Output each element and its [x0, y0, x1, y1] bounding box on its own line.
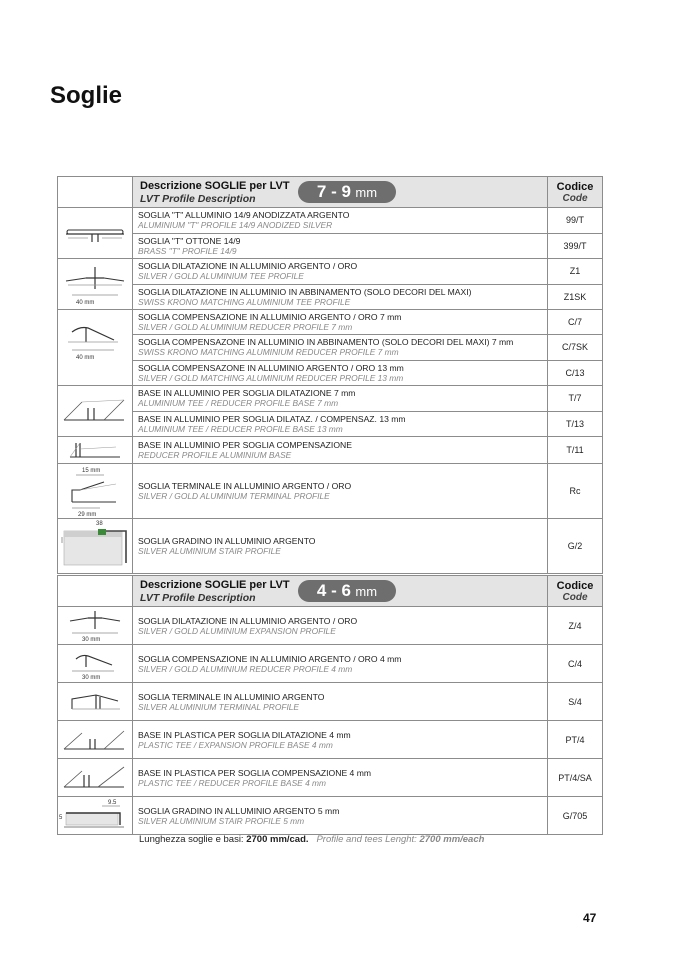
table-row: 40 mm SOGLIA COMPENSAZIONE IN ALLUMINIO ARGENTO / ORO 7 mm SILVER / GOLD ALUMINIUM REDUCER PROFILE 7 mm C/7 — [58, 310, 603, 335]
thickness-range-value: 4 - 6 — [316, 581, 351, 600]
reducer-profile-4mm-illustration — [58, 645, 133, 683]
header-description-it: Descrizione SOGLIE per LVT — [140, 180, 290, 192]
product-code: Rc — [548, 464, 603, 519]
product-code: T/7 — [548, 386, 603, 412]
product-code: C/4 — [548, 645, 603, 683]
base-profile-illustration — [58, 386, 133, 437]
table-row: BASE IN PLASTICA PER SOGLIA COMPENSAZIONE 4 mm PLASTIC TEE / REDUCER PROFILE BASE 4 mm PT/4/SA — [58, 759, 603, 797]
table-row: BASE IN PLASTICA PER SOGLIA DILATAZIONE 4 mm PLASTIC TEE / EXPANSION PROFILE BASE 4 mm PT/4 — [58, 721, 603, 759]
table-row: SOGLIA TERMINALE IN ALLUMINIO ARGENTO SILVER ALUMINIUM TERMINAL PROFILE S/4 — [58, 683, 603, 721]
table-row: BASE IN ALLUMINIO PER SOGLIA COMPENSAZIONE REDUCER PROFILE ALUMINIUM BASE T/11 — [58, 437, 603, 464]
reducer-profile-illustration — [58, 310, 133, 386]
table-row: 15 mm 29 mm SOGLIA TERMINALE IN ALLUMINIO ARGENTO / ORO SILVER / GOLD ALUMINIUM TERMINAL PROFILE Rc — [58, 464, 603, 519]
header-description-it: Descrizione SOGLIE per LVT — [140, 579, 290, 591]
product-code: T/13 — [548, 411, 603, 437]
table-row: BASE IN ALLUMINIO PER SOGLIA DILATAZ. / COMPENSAZ. 13 mm ALUMINIUM TEE / REDUCER PROFILE BASE 13 mm T/13 — [58, 411, 603, 437]
svg-text:40 mm: 40 mm — [76, 300, 95, 306]
product-code: S/4 — [548, 683, 603, 721]
thickness-range-unit: mm — [355, 185, 378, 200]
stair-profile-5mm-illustration — [58, 797, 133, 835]
length-note: Lunghezza soglie e basi: 2700 mm/cad. Profile and tees Lenght: 2700 mm/each — [139, 834, 485, 845]
thickness-range-badge — [298, 181, 396, 203]
table-row: 38 SOGLIA GRADINO IN ALLUMINIO ARGENTO SILVER ALUMINIUM STAIR PROFILE G/2 — [58, 519, 603, 574]
stair-profile-illustration — [58, 519, 133, 574]
svg-text:5: 5 — [59, 815, 63, 821]
product-code: C/13 — [548, 360, 603, 385]
svg-text:30 mm: 30 mm — [82, 637, 101, 643]
profiles-table-7-9mm — [57, 176, 603, 574]
table-row: 30 mm SOGLIA COMPENSAZIONE IN ALLUMINIO ARGENTO / ORO 4 mm SILVER / GOLD ALUMINIUM REDUCER PROFILE 4 mm C/4 — [58, 645, 603, 683]
t-profile-illustration — [58, 208, 133, 259]
table-header — [58, 177, 603, 208]
table-header — [58, 576, 603, 607]
product-code: 99/T — [548, 208, 603, 234]
header-code-en: Code — [562, 192, 588, 204]
terminal-profile-illustration — [58, 464, 133, 519]
svg-text:30 mm: 30 mm — [82, 675, 101, 681]
product-code: Z1 — [548, 259, 603, 285]
header-description-en: LVT Profile Description — [140, 592, 256, 604]
product-code: Z/4 — [548, 607, 603, 645]
product-code: C/7 — [548, 310, 603, 335]
page-number: 47 — [583, 911, 597, 925]
svg-text:29 mm: 29 mm — [78, 512, 97, 518]
product-code: 399/T — [548, 233, 603, 259]
thickness-range-badge — [298, 580, 396, 602]
product-code: C/7SK — [548, 335, 603, 360]
product-code: Z1SK — [548, 284, 603, 310]
product-code: G/2 — [548, 519, 603, 574]
header-code-en: Code — [562, 591, 588, 603]
table-row: SOGLIA "T" OTTONE 14/9 BRASS "T" PROFILE 14/9 399/T — [58, 233, 603, 259]
table-row: 30 mm SOGLIA DILATAZIONE IN ALLUMINIO ARGENTO / ORO SILVER / GOLD ALUMINIUM EXPANSION PROFILE Z/4 — [58, 607, 603, 645]
header-description-en: LVT Profile Description — [140, 193, 256, 205]
table-row: SOGLIA COMPENSAZONE IN ALLUMINIO IN ABBINAMENTO (SOLO DECORI DEL MAXI) 7 mm SWISS KRONO MATCHING ALUMINIUM REDUCER PROFILE 7 mm C/7SK — [58, 335, 603, 360]
header-code-it: Codice — [556, 180, 594, 193]
thickness-range-unit: mm — [355, 584, 378, 599]
product-code: G/705 — [548, 797, 603, 835]
table-row: SOGLIA COMPENSAZONE IN ALLUMINIO ARGENTO / ORO 13 mm SILVER / GOLD MATCHING ALUMINIUM REDUCER PROFILE 13 mm C/13 — [58, 360, 603, 385]
reducer-base-illustration — [58, 437, 133, 464]
svg-text:40 mm: 40 mm — [76, 355, 95, 361]
header-code-it: Codice — [556, 579, 594, 592]
table-row: 9.5 5 SOGLIA GRADINO IN ALLUMINIO ARGENTO 5 mm SILVER ALUMINIUM STAIR PROFILE 5 mm G/705 — [58, 797, 603, 835]
page-title: Soglie — [50, 82, 123, 109]
svg-text:15 mm: 15 mm — [82, 468, 101, 474]
profiles-table-4-6mm — [57, 575, 603, 835]
terminal-profile-4mm-illustration — [58, 683, 133, 721]
product-code: PT/4/SA — [548, 759, 603, 797]
table-row: BASE IN ALLUMINIO PER SOGLIA DILATAZIONE 7 mm ALUMINIUM TEE / REDUCER PROFILE BASE 7 mm T/7 — [58, 386, 603, 412]
svg-text:9.5: 9.5 — [108, 800, 117, 806]
plastic-base-illustration — [58, 721, 133, 759]
plastic-reducer-base-illustration — [58, 759, 133, 797]
tee-profile-illustration — [58, 259, 133, 310]
expansion-profile-illustration — [58, 607, 133, 645]
table-row: SOGLIA DILATAZIONE IN ALLUMINIO IN ABBINAMENTO (SOLO DECORI DEL MAXI) SWISS KRONO MATCHING ALUMINIUM TEE PROFILE Z1SK — [58, 284, 603, 310]
table-row: SOGLIA "T" ALLUMINIO 14/9 ANODIZZATA ARGENTO ALUMINIUM "T" PROFILE 14/9 ANODIZED SILVER 99/T — [58, 208, 603, 234]
product-code: PT/4 — [548, 721, 603, 759]
table-row: 40 mm SOGLIA DILATAZIONE IN ALLUMINIO ARGENTO / ORO SILVER / GOLD ALUMINIUM TEE PROFILE Z1 — [58, 259, 603, 285]
product-code: T/11 — [548, 437, 603, 464]
thickness-range-value: 7 - 9 — [316, 182, 351, 201]
svg-text:38: 38 — [96, 521, 103, 527]
